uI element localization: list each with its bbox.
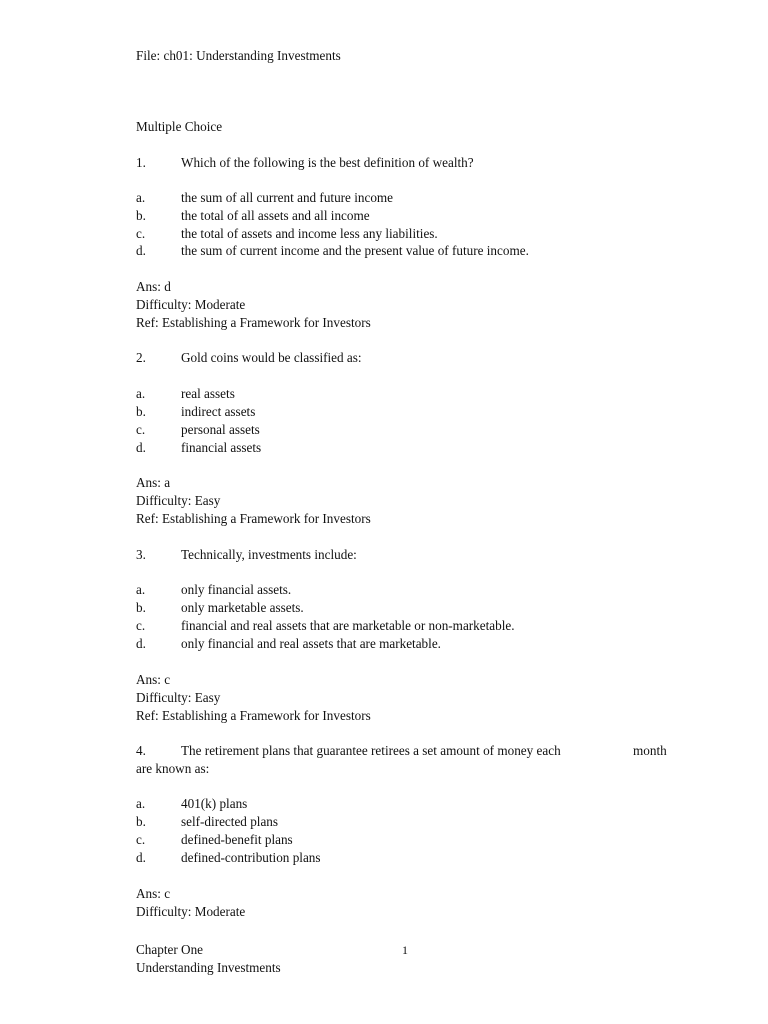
ref-line: Ref: Establishing a Framework for Investors [136,511,371,526]
option-text: real assets [181,386,235,401]
section-title: Multiple Choice [136,119,223,134]
answer-line: Ans: d [136,279,171,294]
footer-chapter: Chapter One [136,942,204,957]
option-letter: b. [136,814,146,829]
option-letter: b. [136,404,146,419]
question-number: 3. [136,547,146,562]
question-number: 2. [136,350,146,365]
footer-subtitle: Understanding Investments [136,960,281,975]
option-text: personal assets [181,422,260,437]
option-text: the sum of all current and future income [181,190,394,205]
ref-line: Ref: Establishing a Framework for Investors [136,708,371,723]
option-letter: c. [136,618,146,633]
option-text: indirect assets [181,404,256,419]
difficulty-line: Difficulty: Easy [136,690,221,705]
option-letter: c. [136,226,146,241]
option-letter: d. [136,636,146,651]
answer-line: Ans: c [136,672,171,687]
option-text: only financial assets. [181,582,292,597]
question-text: The retirement plans that guarantee retirees a set amount of money each [181,743,561,758]
question-number: 4. [136,743,146,758]
question-text-continued: are known as: [136,761,210,776]
option-text: only marketable assets. [181,600,304,615]
option-text: only financial and real assets that are marketable. [181,636,441,651]
option-text: 401(k) plans [181,796,248,811]
option-letter: c. [136,422,146,437]
difficulty-line: Difficulty: Moderate [136,904,246,919]
difficulty-line: Difficulty: Moderate [136,297,246,312]
option-letter: c. [136,832,146,847]
question-text-end: month [633,743,667,758]
ref-line: Ref: Establishing a Framework for Investors [136,315,371,330]
option-letter: b. [136,208,146,223]
option-letter: d. [136,243,146,258]
difficulty-line: Difficulty: Easy [136,493,221,508]
option-text: defined-contribution plans [181,850,321,865]
option-text: self-directed plans [181,814,279,829]
file-header: File: ch01: Understanding Investments [136,48,341,63]
answer-line: Ans: a [136,475,171,490]
question-text: Which of the following is the best definition of wealth? [181,155,474,170]
option-text: the total of assets and income less any liabilities. [181,226,438,241]
question-text: Technically, investments include: [181,547,357,562]
question-number: 1. [136,155,146,170]
option-letter: d. [136,440,146,455]
option-letter: d. [136,850,146,865]
option-letter: b. [136,600,146,615]
option-text: financial and real assets that are marketable or non-marketable. [181,618,515,633]
option-text: defined-benefit plans [181,832,293,847]
option-text: financial assets [181,440,262,455]
option-text: the total of all assets and all income [181,208,370,223]
page-number: 1 [402,943,408,957]
option-letter: a. [136,796,146,811]
option-letter: a. [136,582,146,597]
answer-line: Ans: c [136,886,171,901]
question-text: Gold coins would be classified as: [181,350,362,365]
option-letter: a. [136,386,146,401]
option-text: the sum of current income and the present value of future income. [181,243,529,258]
option-letter: a. [136,190,146,205]
